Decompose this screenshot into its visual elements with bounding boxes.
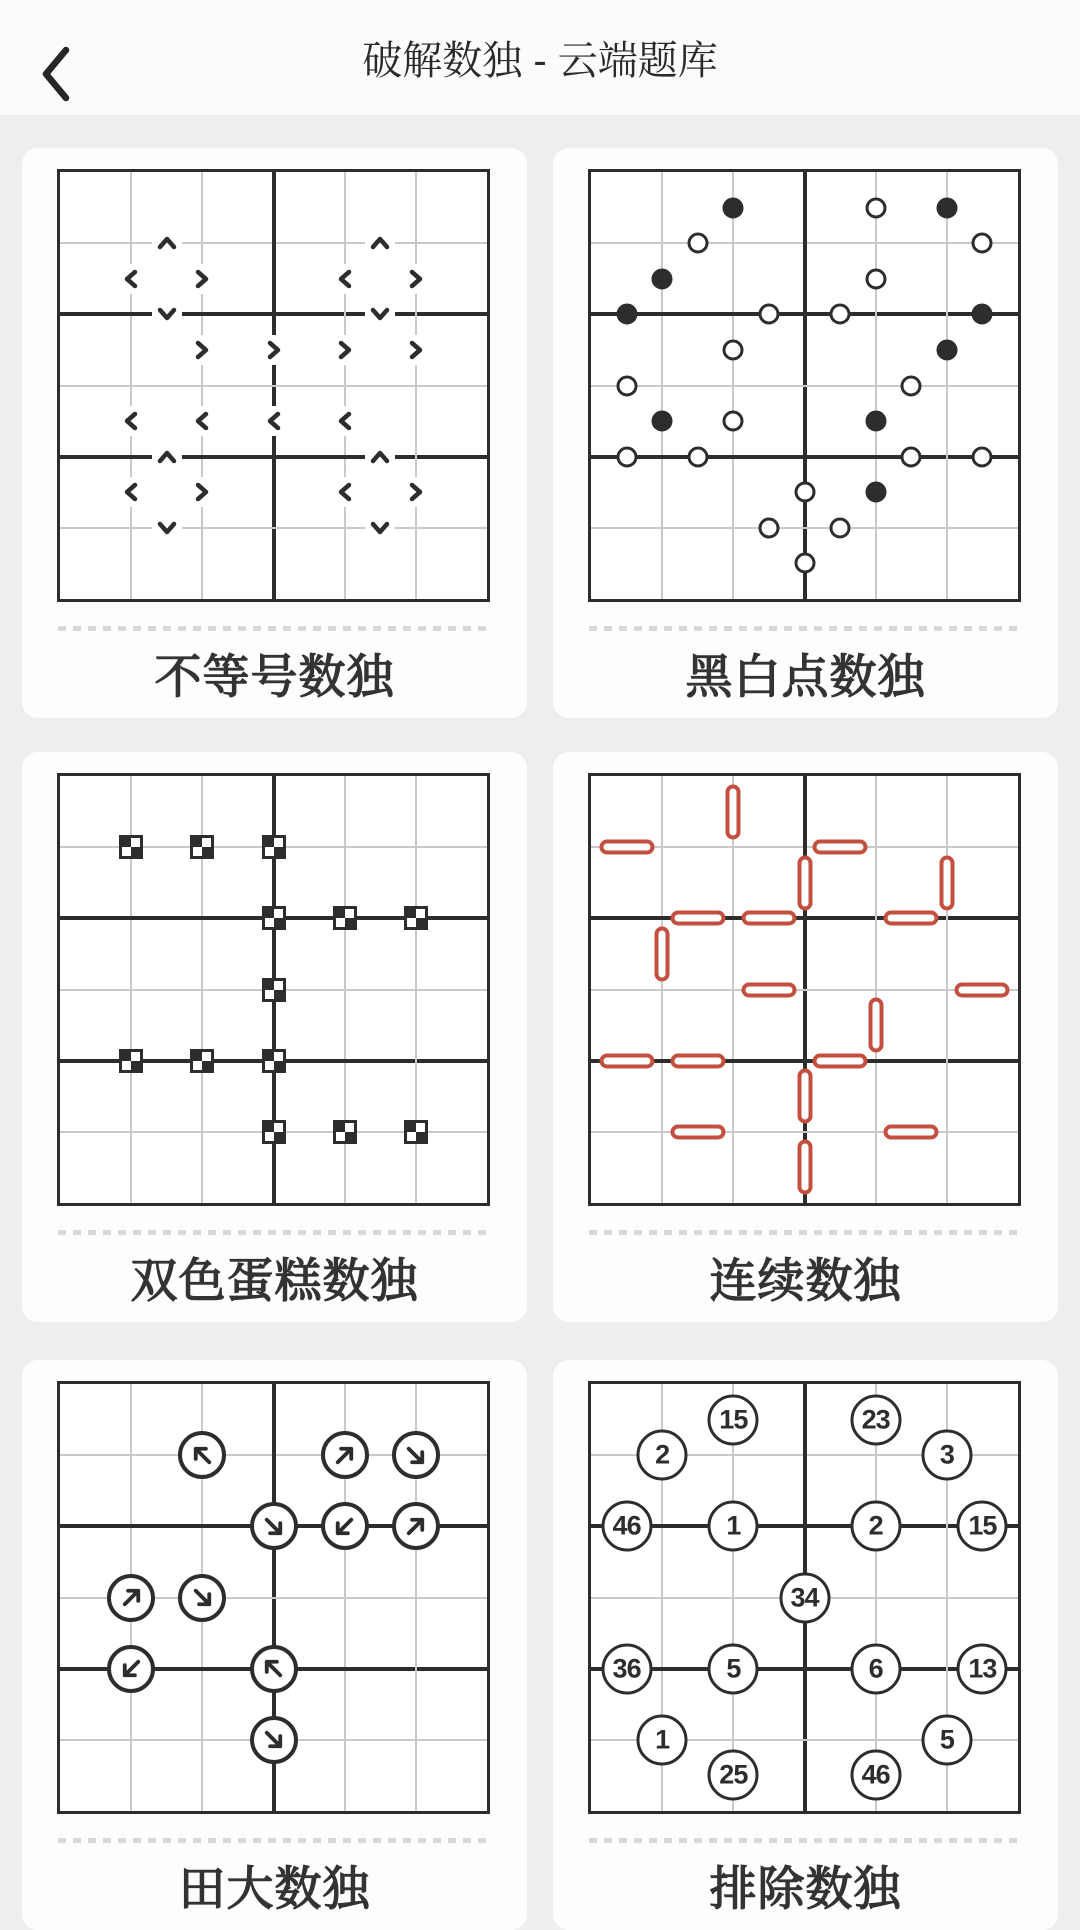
- exclusion-number-badge: 5: [921, 1714, 972, 1765]
- checker-cake-icon: [333, 1120, 357, 1144]
- white-kropki-dot: [865, 197, 886, 218]
- exclusion-number-badge: 2: [637, 1430, 688, 1481]
- exclusion-number-badge: 1: [637, 1714, 688, 1765]
- inequality-right-icon: [187, 477, 217, 507]
- arrow-down-left-circle-icon: [321, 1502, 369, 1550]
- grid-line: [60, 385, 487, 387]
- checker-cake-icon: [119, 835, 143, 859]
- grid-line: [60, 527, 487, 529]
- exclusion-number-badge: 36: [601, 1643, 652, 1694]
- card-two-color-cake-sudoku[interactable]: [22, 752, 527, 1322]
- checker-cake-icon: [333, 906, 357, 930]
- checker-cake-icon: [190, 1049, 214, 1073]
- exclusion-number-badge: 15: [957, 1501, 1008, 1552]
- exclusion-number-badge: 3: [921, 1430, 972, 1481]
- exclusion-number-badge: 2: [850, 1501, 901, 1552]
- white-kropki-dot: [723, 339, 744, 360]
- consecutive-bar: [599, 840, 654, 855]
- inequality-up-icon: [365, 228, 395, 258]
- checker-cake-icon: [404, 906, 428, 930]
- consecutive-bar: [797, 1140, 812, 1195]
- puzzle-title: 不等号数独: [154, 650, 395, 703]
- checker-cake-icon: [262, 1120, 286, 1144]
- inequality-left-icon: [187, 406, 217, 436]
- puzzle-title: 连续数独: [709, 1254, 902, 1307]
- white-kropki-dot: [687, 446, 708, 467]
- inequality-right-icon: [401, 477, 431, 507]
- inequality-right-icon: [330, 335, 360, 365]
- dashed-divider: [58, 1230, 491, 1235]
- dashed-divider: [589, 626, 1022, 631]
- dashed-divider: [58, 1838, 491, 1843]
- consecutive-bar: [670, 911, 725, 926]
- inequality-up-icon: [365, 442, 395, 472]
- black-kropki-dot: [616, 304, 637, 325]
- consecutive-bar: [868, 998, 883, 1053]
- arrow-up-left-circle-icon: [178, 1431, 226, 1479]
- black-kropki-dot: [652, 268, 673, 289]
- white-kropki-dot: [616, 375, 637, 396]
- grid-line: [591, 1667, 1018, 1671]
- white-kropki-dot: [901, 446, 922, 467]
- inequality-right-icon: [187, 264, 217, 294]
- puzzle-title: 黑白点数独: [685, 650, 926, 703]
- exclusion-number-badge: 46: [601, 1501, 652, 1552]
- consecutive-bar: [599, 1053, 654, 1068]
- grid-line: [415, 172, 417, 599]
- inequality-left-icon: [330, 477, 360, 507]
- grid-line: [946, 776, 948, 1203]
- arrow-up-right-circle-icon: [107, 1574, 155, 1622]
- grid-line: [60, 455, 487, 459]
- grid-line: [875, 1384, 877, 1811]
- arrow-up-right-circle-icon: [321, 1431, 369, 1479]
- white-kropki-dot: [758, 304, 779, 325]
- inequality-down-icon: [152, 513, 182, 543]
- black-kropki-dot: [652, 411, 673, 432]
- inequality-right-icon: [259, 335, 289, 365]
- white-kropki-dot: [865, 268, 886, 289]
- white-kropki-dot: [616, 446, 637, 467]
- black-kropki-dot: [865, 482, 886, 503]
- exclusion-number-badge: 6: [850, 1643, 901, 1694]
- puzzle-title: 田大数独: [178, 1862, 371, 1915]
- consecutive-bar: [726, 784, 741, 839]
- exclusion-number-badge: 34: [779, 1572, 830, 1623]
- white-kropki-dot: [723, 411, 744, 432]
- grid-line: [344, 172, 346, 599]
- grid-line: [591, 527, 1018, 529]
- grid-line: [591, 455, 1018, 459]
- inequality-right-icon: [401, 264, 431, 294]
- black-kropki-dot: [972, 304, 993, 325]
- arrow-down-right-circle-icon: [392, 1431, 440, 1479]
- inequality-up-icon: [152, 442, 182, 472]
- grid-line: [591, 1131, 1018, 1133]
- grid-line: [591, 385, 1018, 387]
- page-title: 破解数独 - 云端题库: [362, 39, 718, 83]
- arrow-down-right-circle-icon: [250, 1716, 298, 1764]
- inequality-left-icon: [116, 264, 146, 294]
- dashed-divider: [58, 626, 491, 631]
- consecutive-bar: [955, 982, 1010, 997]
- consecutive-bar: [884, 1124, 939, 1139]
- exclusion-number-badge: 15: [708, 1394, 759, 1445]
- white-kropki-dot: [830, 304, 851, 325]
- consecutive-bar: [741, 911, 796, 926]
- grid-line: [946, 172, 948, 599]
- consecutive-bar: [797, 855, 812, 910]
- grid-line: [591, 1059, 1018, 1063]
- inequality-left-icon: [330, 406, 360, 436]
- checker-cake-icon: [119, 1049, 143, 1073]
- inequality-left-icon: [330, 264, 360, 294]
- arrow-up-left-circle-icon: [250, 1645, 298, 1693]
- consecutive-bar: [797, 1069, 812, 1124]
- puzzle-grid-tianda: [57, 1381, 490, 1814]
- consecutive-bar: [813, 1053, 868, 1068]
- inequality-right-icon: [187, 335, 217, 365]
- exclusion-number-badge: 46: [850, 1750, 901, 1801]
- consecutive-bar: [813, 840, 868, 855]
- black-kropki-dot: [936, 197, 957, 218]
- arrow-down-right-circle-icon: [250, 1502, 298, 1550]
- puzzle-grid-kropki: [588, 169, 1021, 602]
- consecutive-bar: [741, 982, 796, 997]
- puzzle-grid-exclusion: [588, 1381, 1021, 1814]
- black-kropki-dot: [865, 411, 886, 432]
- exclusion-number-badge: 5: [708, 1643, 759, 1694]
- checker-cake-icon: [404, 1120, 428, 1144]
- checker-cake-icon: [262, 978, 286, 1002]
- checker-cake-icon: [262, 906, 286, 930]
- app-header: [0, 0, 1080, 115]
- inequality-right-icon: [401, 335, 431, 365]
- exclusion-number-badge: 23: [850, 1394, 901, 1445]
- consecutive-bar: [670, 1053, 725, 1068]
- checker-cake-icon: [190, 835, 214, 859]
- card-inequality-sudoku[interactable]: [22, 148, 527, 718]
- dashed-divider: [589, 1838, 1022, 1843]
- inequality-up-icon: [152, 228, 182, 258]
- white-kropki-dot: [794, 482, 815, 503]
- checker-cake-icon: [262, 1049, 286, 1073]
- card-tianda-sudoku[interactable]: [22, 1360, 527, 1930]
- inequality-left-icon: [116, 477, 146, 507]
- white-kropki-dot: [687, 233, 708, 254]
- arrow-down-left-circle-icon: [107, 1645, 155, 1693]
- dashed-divider: [589, 1230, 1022, 1235]
- consecutive-bar: [939, 855, 954, 910]
- card-kropki-sudoku[interactable]: [553, 148, 1058, 718]
- puzzle-grid-consecutive: [588, 773, 1021, 1206]
- puzzle-grid-inequality: [57, 169, 490, 602]
- white-kropki-dot: [972, 233, 993, 254]
- exclusion-number-badge: 13: [957, 1643, 1008, 1694]
- consecutive-bar: [670, 1124, 725, 1139]
- puzzle-title: 双色蛋糕数独: [130, 1254, 419, 1307]
- white-kropki-dot: [758, 517, 779, 538]
- checker-cake-icon: [262, 835, 286, 859]
- black-kropki-dot: [723, 197, 744, 218]
- arrow-up-right-circle-icon: [392, 1502, 440, 1550]
- consecutive-bar: [655, 926, 670, 981]
- arrow-down-right-circle-icon: [178, 1574, 226, 1622]
- card-exclusion-sudoku[interactable]: [553, 1360, 1058, 1930]
- grid-line: [875, 172, 877, 599]
- white-kropki-dot: [830, 517, 851, 538]
- black-kropki-dot: [936, 339, 957, 360]
- puzzle-title: 排除数独: [709, 1862, 902, 1915]
- inequality-down-icon: [152, 299, 182, 329]
- card-consecutive-sudoku[interactable]: [553, 752, 1058, 1322]
- inequality-left-icon: [116, 406, 146, 436]
- exclusion-number-badge: 25: [708, 1750, 759, 1801]
- white-kropki-dot: [972, 446, 993, 467]
- exclusion-number-badge: 1: [708, 1501, 759, 1552]
- white-kropki-dot: [794, 553, 815, 574]
- inequality-down-icon: [365, 513, 395, 543]
- puzzle-grid-two-color-cake: [57, 773, 490, 1206]
- inequality-left-icon: [259, 406, 289, 436]
- grid-line: [875, 776, 877, 1203]
- white-kropki-dot: [901, 375, 922, 396]
- inequality-down-icon: [365, 299, 395, 329]
- consecutive-bar: [884, 911, 939, 926]
